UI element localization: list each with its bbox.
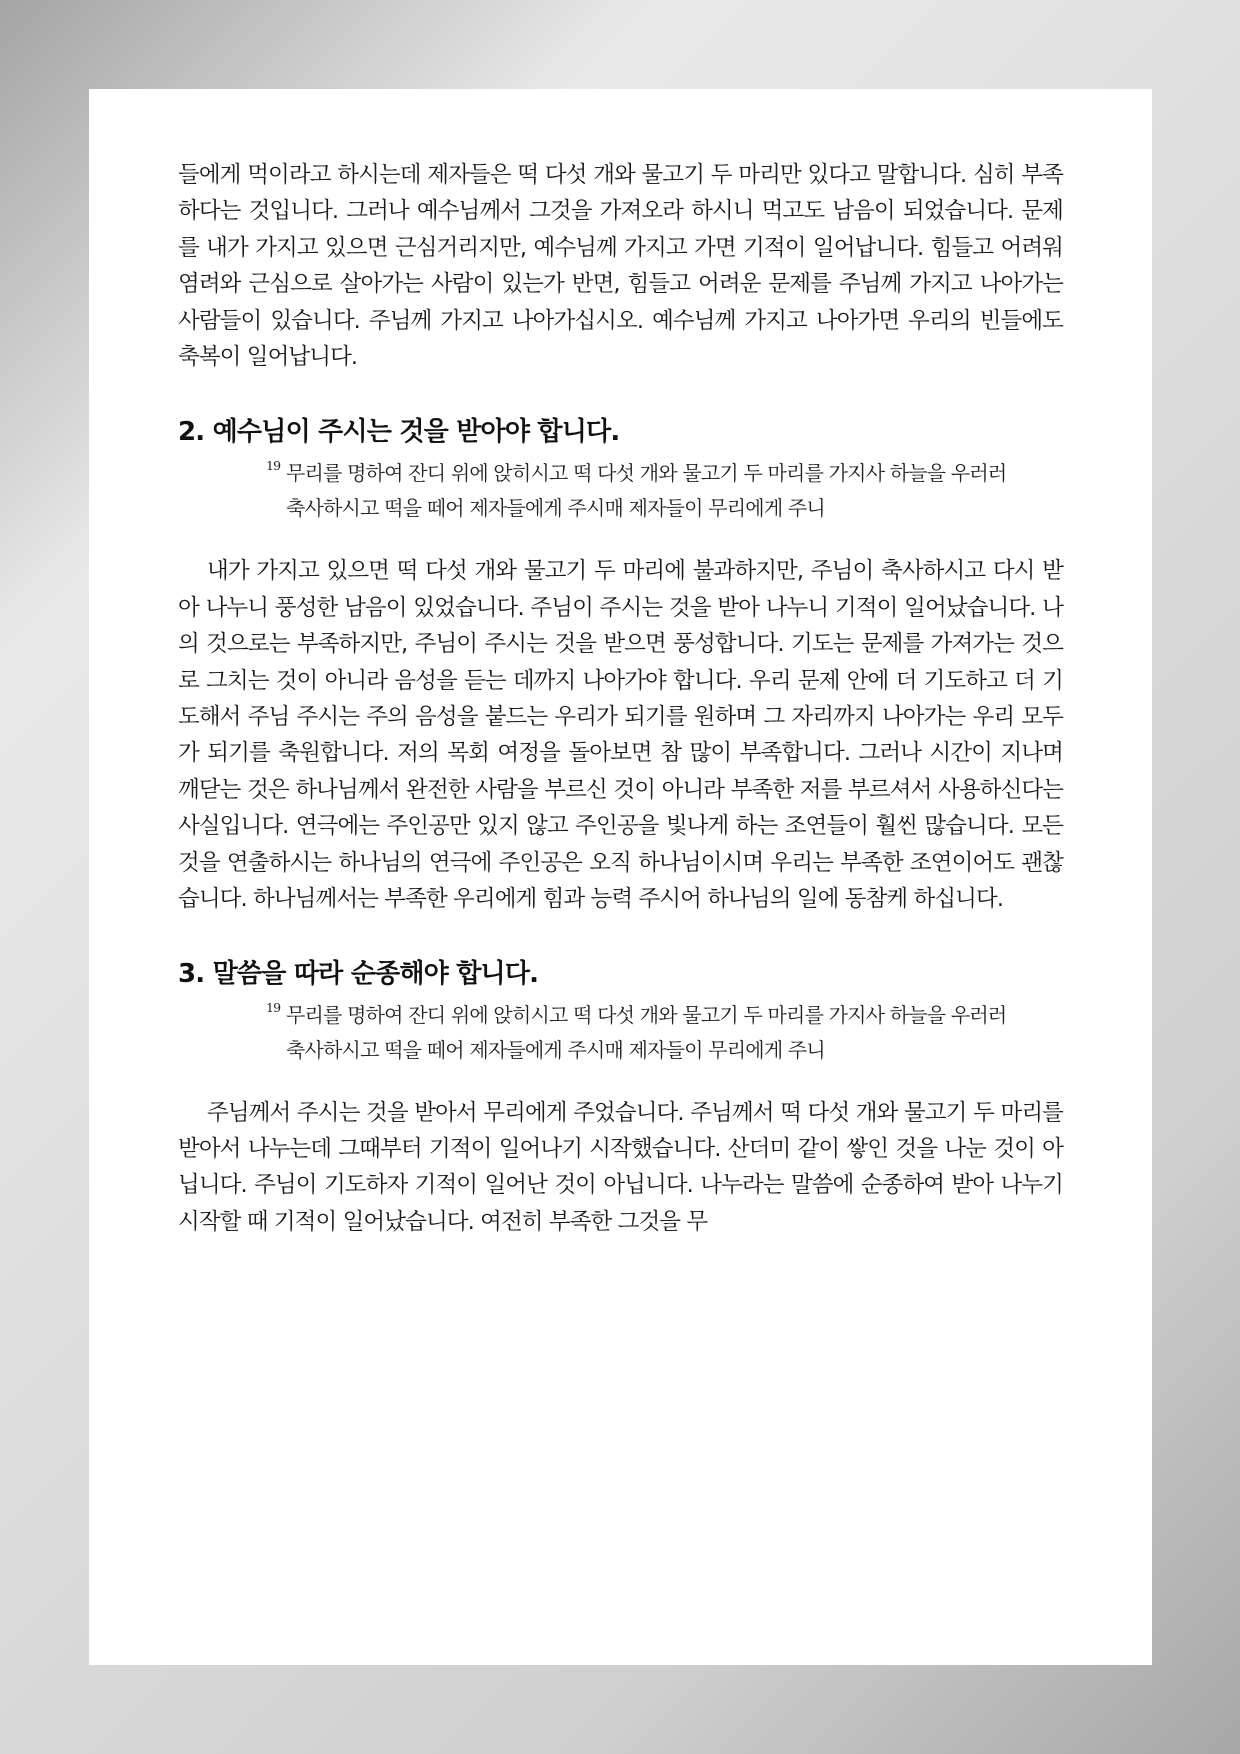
section-heading: 2. 예수님이 주시는 것을 받아야 합니다. — [178, 417, 620, 448]
verse-number: 19 — [266, 458, 281, 474]
scripture-quote — [266, 456, 1016, 526]
verse-number: 19 — [266, 999, 281, 1015]
section-heading: 3. 말씀을 따라 순종해야 합니다. — [178, 958, 539, 989]
body-paragraph: 들에게 먹이라고 하시는데 제자들은 떡 다섯 개와 물고기 두 마리만 있다고 말합니다. 심히 부족하다는 것입니다. 그러나 예수님께서 그것을 가져오라 하시니 먹고도 남음이 되었습니다. 문제를 내가 가지고 있으면 근심거리지만, 예수님께 가지고 가면 기적이 일어납니다. 힘들고 어려워 염려와 근심으로 살아가는 사람이 있는가 반면, 힘들고 어려운 문제를 주님께 가지고 나아가는 사람들이 있습니다. 주님께 가지고 나아가십시오. 예수님께 가지고 나아가면 우리의 빈들에도 축복이 일어납니다. — [178, 162, 1063, 371]
verse-text: 무리를 명하여 잔디 위에 앉히시고 떡 다섯 개와 물고기 두 마리를 가지사 하늘을 우러러 축사하시고 떡을 떼어 제자들에게 주시매 제자들이 무리에게 주니 — [286, 1002, 1007, 1062]
scripture-quote — [266, 998, 1016, 1068]
document-page — [89, 89, 1152, 1665]
body-paragraph: 주님께서 주시는 것을 받아서 무리에게 주었습니다. 주님께서 떡 다섯 개와 물고기 두 마리를 받아서 나누는데 그때부터 기적이 일어나기 시작했습니다. 산더미 같이 쌓인 것을 나눈 것이 아닙니다. 주님이 기도하자 기적이 일어난 것이 아닙니다. 나누라는 말씀에 순종하여 받아 나누기 시작할 때 기적이 일어났습니다. 여전히 부족한 그것을 무 — [178, 1099, 1063, 1235]
verse-text: 무리를 명하여 잔디 위에 앉히시고 떡 다섯 개와 물고기 두 마리를 가지사 하늘을 우러러 축사하시고 떡을 떼어 제자들에게 주시매 제자들이 무리에게 주니 — [286, 461, 1007, 521]
body-paragraph: 내가 가지고 있으면 떡 다섯 개와 물고기 두 마리에 불과하지만, 주님이 축사하시고 다시 받아 나누니 풍성한 남음이 있었습니다. 주님이 주시는 것을 받아 나누니 기적이 일어났습니다. 나의 것으로는 부족하지만, 주님이 주시는 것을 받으면 풍성합니다. 기도는 문제를 가져가는 것으로 그치는 것이 아니라 음성을 듣는 데까지 나아가야 합니다. 우리 문제 안에 더 기도하고 더 기도해서 주님 주시는 주의 음성을 붙드는 우리가 되기를 원하며 그 자리까지 나아가는 우리 모두가 되기를 축원합니다. 저의 목회 여정을 돌아보면 참 많이 부족합니다. 그러나 시간이 지나며 깨닫는 것은 하나님께서 완전한 사람을 부르신 것이 아니라 부족한 저를 부르셔서 사용하신다는 사실입니다. 연극에는 주인공만 있지 않고 주인공을 빛나게 하는 조연들이 훨씬 많습니다. 모든 것을 연출하시는 하나님의 연극에 주인공은 오직 하나님이시며 우리는 부족한 조연이어도 괜찮습니다. 하나님께서는 부족한 우리에게 힘과 능력 주시어 하나님의 일에 동참케 하십니다. — [178, 558, 1063, 913]
